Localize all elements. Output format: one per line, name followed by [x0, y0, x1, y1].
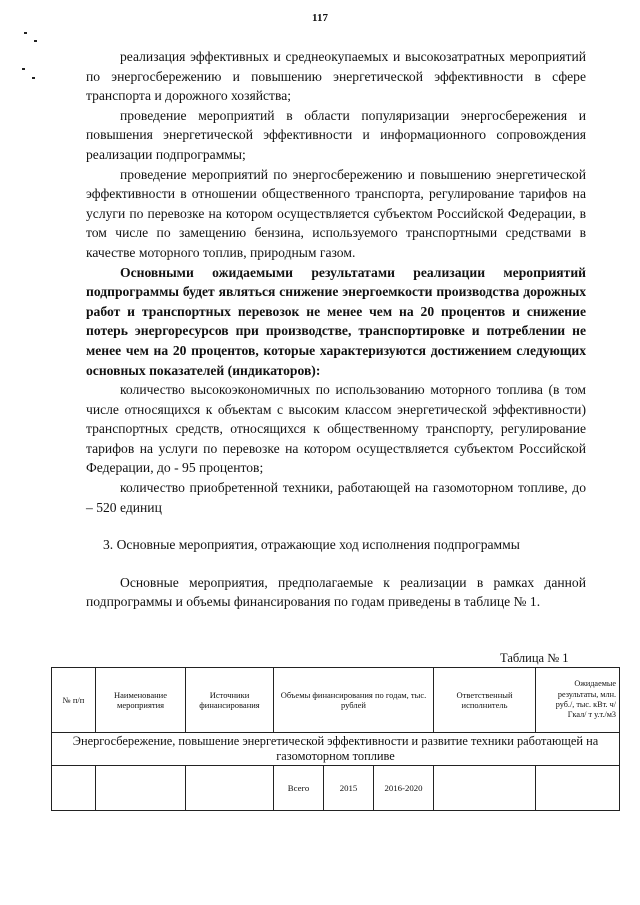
spacer	[86, 517, 586, 535]
paragraph: реализация эффективных и среднеокупаемых и высокозатратных мероприятий по энергосбережению и повышению энергетической эффективности в сфере транспорта и дорожного хозяйства;	[86, 49, 586, 104]
page-number: 117	[312, 12, 328, 24]
paragraph: проведение мероприятий по энергосбережению и повышению энергетической эффективности в отношении общественного транспорта, регулирование тарифов на услуги по перевозке на котором осуществляется субъектом Российской Федерации, в том числе по замещению бензина, используемого транспортными средствами в качестве моторного топлив, природным газом.	[86, 166, 586, 260]
scan-mark	[24, 32, 27, 34]
cell-total: Всего	[274, 766, 324, 811]
header-sources: Источники финансирования	[186, 668, 274, 733]
scan-mark	[22, 68, 25, 70]
header-result: Ожидаемые результаты, млн. руб./, тыс. кВт. ч/Гкал/ т у.т./м3	[536, 668, 620, 733]
cell-num	[52, 766, 96, 811]
cell-2016-2020: 2016-2020	[374, 766, 434, 811]
cell-2015: 2015	[324, 766, 374, 811]
header-name: Наименование мероприятия	[96, 668, 186, 733]
table-header-row	[52, 668, 620, 733]
paragraph: Основными ожидаемыми результатами реализации мероприятий подпрограммы будет являться снижение энергоемкости производства дорожных работ и транспортных перевозок не менее чем на 20 процентов и снижение потерь энергоресурсов при производстве, транспортировке и потреблении не менее чем на 20 процентов, которые характеризуются достижением следующих основных показателей (индикаторов):	[86, 264, 586, 378]
header-num: № п/п	[52, 668, 96, 733]
scan-mark	[34, 40, 37, 42]
spacer	[86, 555, 586, 573]
document-body	[86, 47, 586, 612]
paragraph: количество высокоэкономичных по использованию моторного топлива (в том числе относящихся к объектам с высоким классом энергетической эффективности) транспортных средств, относящихся к общественному транспорту, регулирование тарифов на услуги по перевозке на котором осуществляется субъектом Российской Федерации, до - 95 процентов;	[86, 382, 586, 476]
table-row	[52, 766, 620, 811]
section-title: Энергосбережение, повышение энергетической эффективности и развитие техники работающей на газомоторном топливе	[52, 733, 620, 766]
cell-result	[536, 766, 620, 811]
table-section-row	[52, 733, 620, 766]
cell-sources	[186, 766, 274, 811]
scan-mark	[32, 77, 35, 79]
cell-name	[96, 766, 186, 811]
table-caption: Таблица № 1	[500, 651, 569, 665]
header-executor: Ответственный исполнитель	[434, 668, 536, 733]
paragraph: количество приобретенной техники, работающей на газомоторном топливе, до – 520 единиц	[86, 480, 586, 515]
paragraph: проведение мероприятий в области популяризации энергосбережения и повышения энергетической эффективности и информационного сопровождения реализации подпрограммы;	[86, 107, 586, 162]
intro-paragraph: Основные мероприятия, предполагаемые к реализации в рамках данной подпрограммы и объемы финансирования по годам приведены в таблице № 1.	[86, 574, 586, 610]
section-heading: 3. Основные мероприятия, отражающие ход исполнения подпрограммы	[103, 537, 520, 553]
cell-executor	[434, 766, 536, 811]
financing-table	[51, 667, 620, 811]
header-volumes: Объемы финансирования по годам, тыс. рублей	[274, 668, 434, 733]
